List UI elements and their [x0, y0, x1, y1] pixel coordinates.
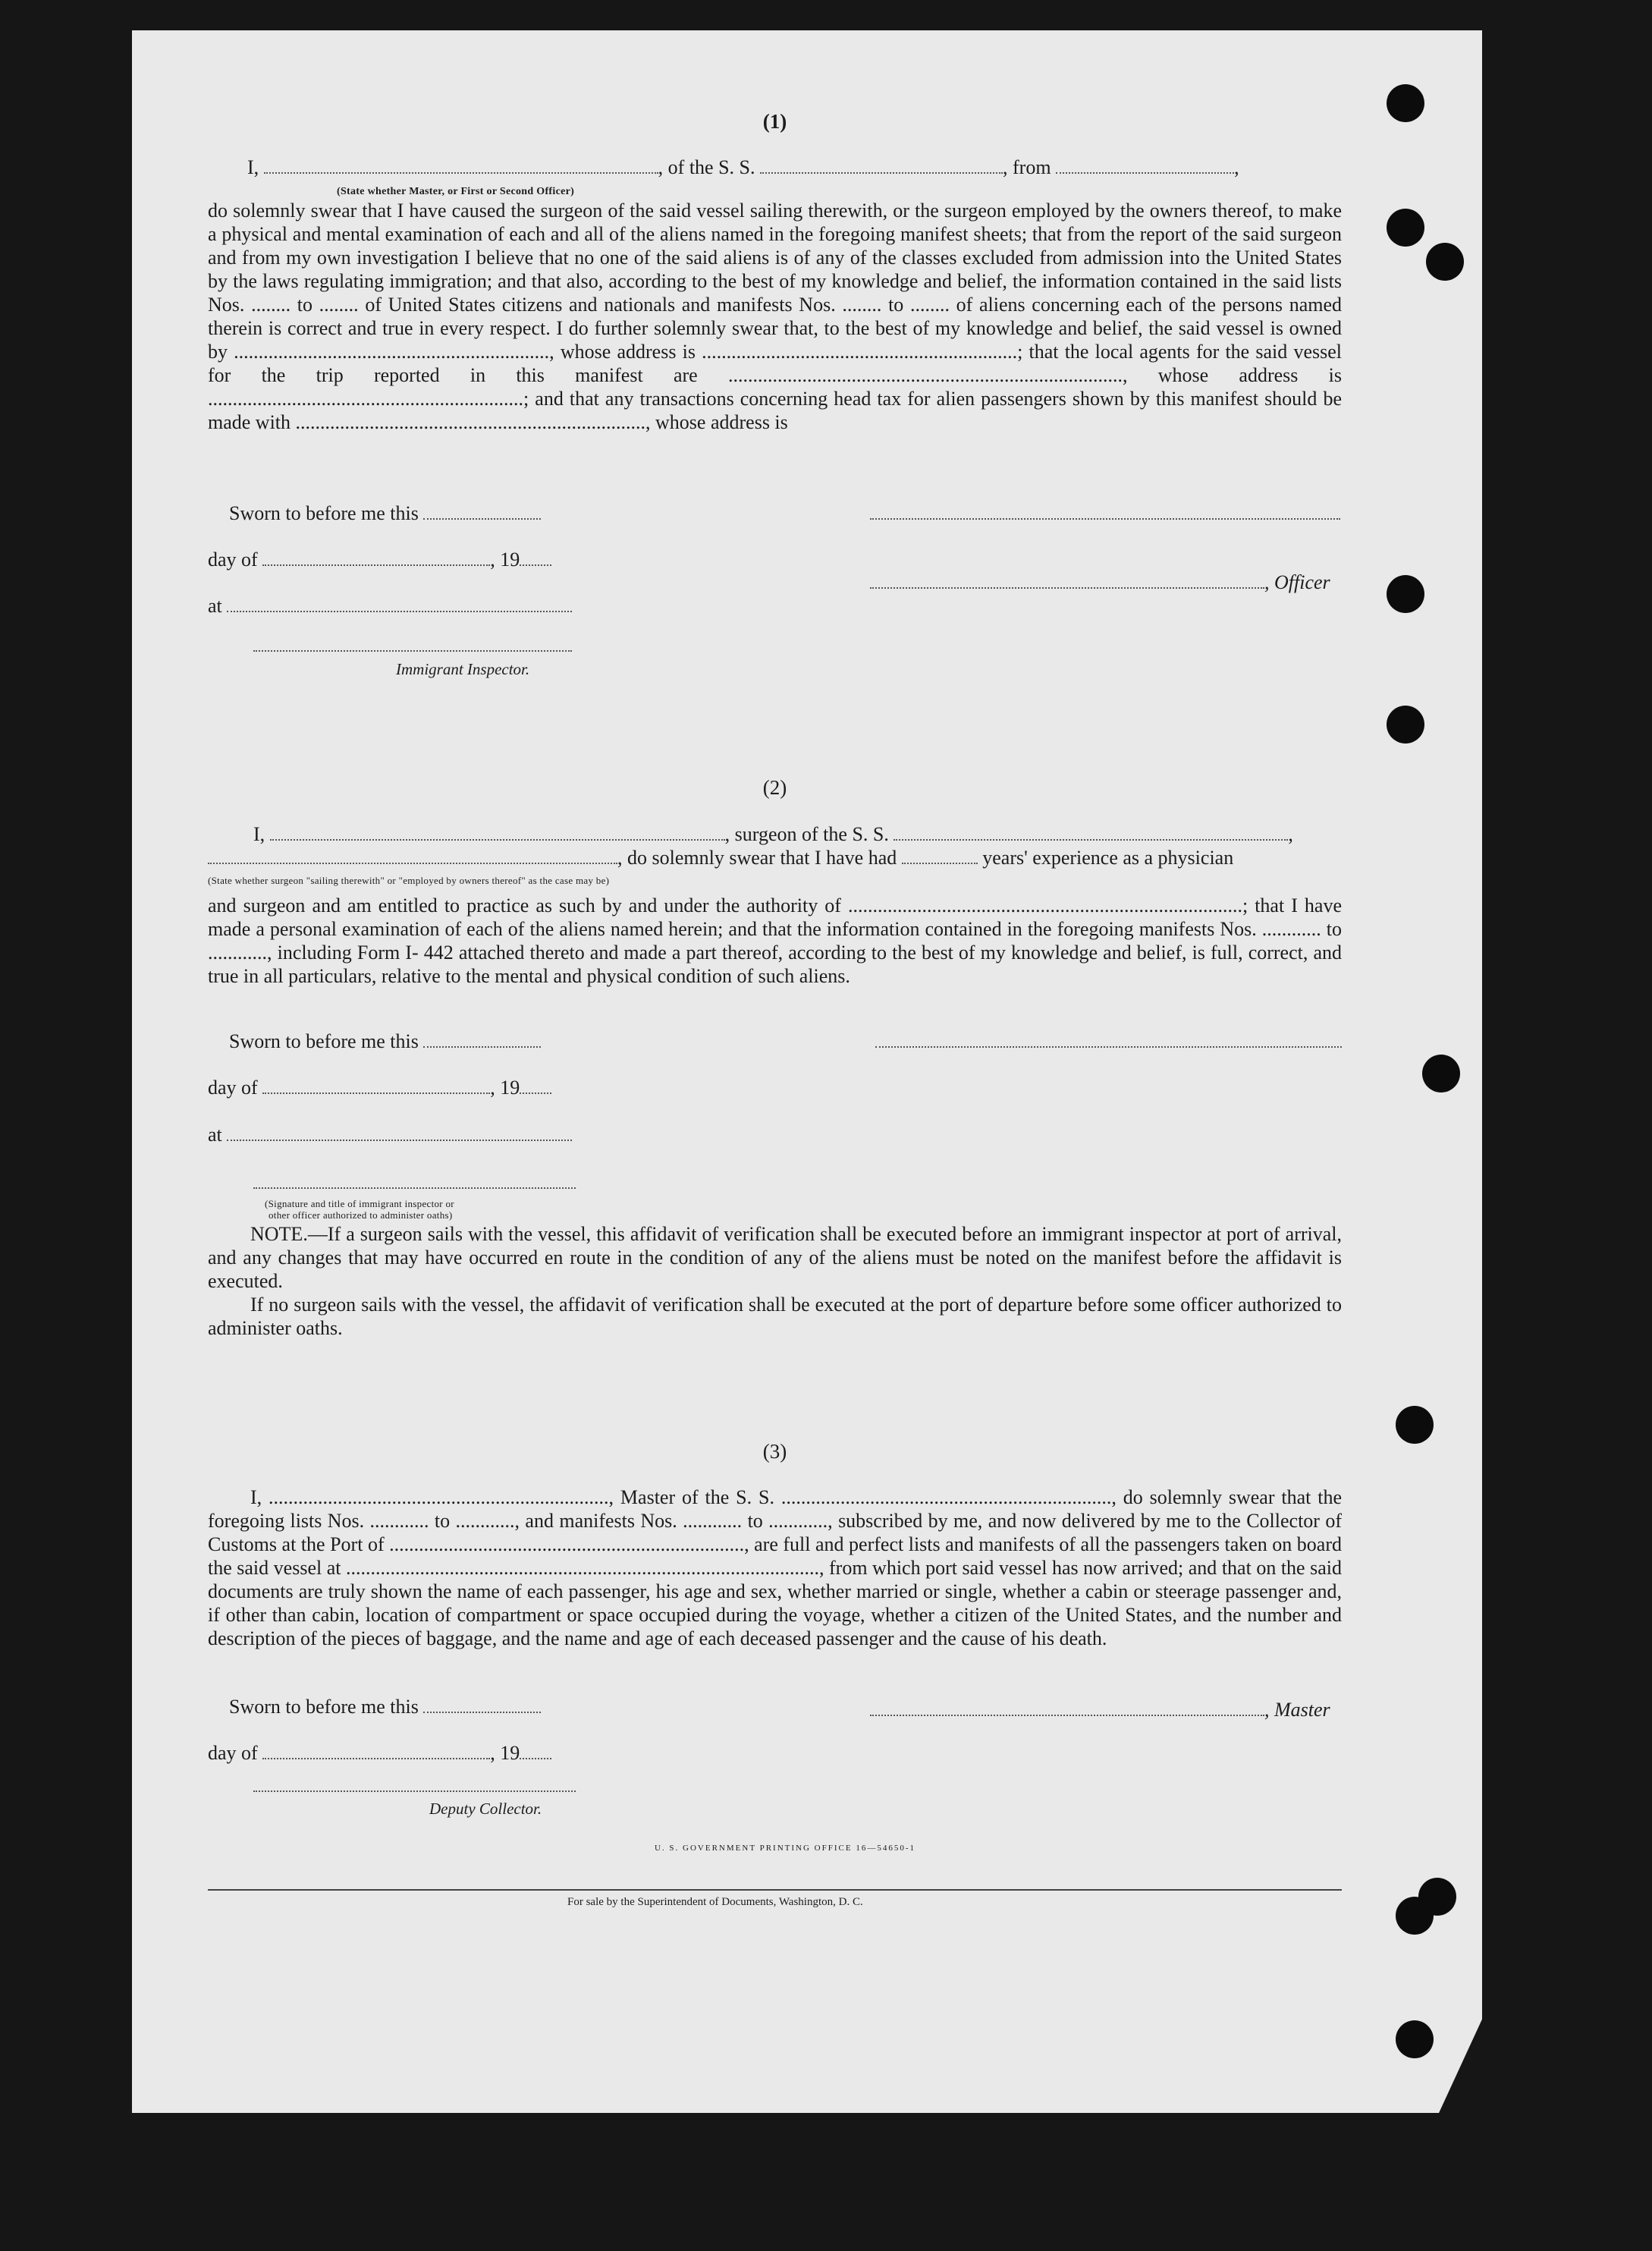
at-label: at	[208, 1124, 222, 1146]
master-signature-blank[interactable]	[870, 1699, 1264, 1716]
master-line	[870, 1698, 1330, 1721]
section-number: (1)	[762, 110, 787, 133]
section-number: (3)	[762, 1440, 787, 1463]
surgeon-status-blank[interactable]	[208, 847, 617, 864]
place-blank[interactable]	[227, 1124, 572, 1141]
from-label: , from	[1003, 156, 1051, 178]
from-port-blank[interactable]	[1056, 157, 1234, 174]
month-blank[interactable]	[262, 1743, 490, 1759]
surgeon-status-note: (State whether surgeon "sailing therewith" or "employed by owners thereof" as the case may be)	[208, 875, 610, 886]
day-of-label: day of	[208, 1742, 258, 1764]
sworn-day-blank[interactable]	[423, 1031, 541, 1048]
surgeon-oath-paragraph	[208, 894, 1342, 988]
sworn-line	[229, 1695, 541, 1718]
master-oath-paragraph	[208, 1485, 1342, 1650]
binder-hole	[1422, 1055, 1460, 1092]
master-label: , Master	[1264, 1699, 1330, 1721]
sworn-label: Sworn to before me this	[229, 502, 419, 524]
binder-hole	[1387, 575, 1424, 613]
inspector-signature-blank[interactable]	[253, 1171, 576, 1194]
officer-signature-blank[interactable]	[870, 501, 1340, 525]
printing-office-imprint: U. S. GOVERNMENT PRINTING OFFICE 16—54650-1	[654, 1844, 916, 1853]
day-of-line	[208, 548, 551, 571]
master-oath-text: I, ....................................................................., Master of the S. S. ..................................................................., do solemnly swear that the foregoing lists Nos. ............ to ............, and manifests Nos. ............ to ............, subscribed by me, and now delivered by me to the Collector of Customs at the Port of ........................................................................, are full and perfect lists and manifests of all the passengers taken on board the said vessel at ................................................................................................, from which port said vessel has now arrived; and that on the said documents are truly shown the name of each passenger, his age and sex, whether married or single, whether a cabin or steerage passenger and, if other than cabin, location of compartment or space occupied during the voyage, whether a citizen of the United States, and the number and description of the pieces of baggage, and the name and age of each deceased passenger and the cause of his death.	[208, 1486, 1342, 1649]
sworn-line	[229, 1030, 541, 1053]
day-of-line	[208, 1076, 551, 1099]
vessel-name-blank[interactable]	[894, 824, 1288, 841]
surgeon-name-blank[interactable]	[270, 824, 725, 841]
section-1	[208, 110, 1342, 687]
year-label: , 19	[490, 1077, 520, 1099]
month-blank[interactable]	[262, 1077, 490, 1094]
at-line	[208, 1123, 572, 1146]
place-blank[interactable]	[227, 596, 572, 612]
pronoun-i: I,	[247, 156, 259, 178]
signature-note-1: (Signature and title of immigrant inspector or	[265, 1198, 454, 1209]
sworn-label: Sworn to before me this	[229, 1030, 419, 1052]
years-label: years' experience as a physician	[982, 847, 1234, 869]
at-line	[208, 594, 572, 618]
footer-rule	[208, 1889, 1342, 1891]
note-2: If no surgeon sails with the vessel, the affidavit of verification shall be executed at the port of departure before some officer authorized to administer oaths.	[208, 1294, 1342, 1339]
year-blank[interactable]	[520, 1743, 551, 1759]
sworn-day-blank[interactable]	[423, 1696, 541, 1713]
officer-rank-note: (State whether Master, or First or Second Officer)	[337, 186, 575, 197]
collector-signature-blank[interactable]	[253, 1774, 576, 1797]
binder-hole	[1396, 2020, 1434, 2058]
surgeon-label: , surgeon of the S. S.	[724, 823, 889, 845]
for-sale-notice: For sale by the Superintendent of Documents, Washington, D. C.	[567, 1896, 863, 1908]
sworn-day-blank[interactable]	[423, 503, 541, 520]
note-1: NOTE.—If a surgeon sails with the vessel, this affidavit of verification shall be executed before an immigrant inspector at port of arrival, and any changes that may have occurred en route in the condition of any of the aliens must be noted on the manifest before the affidavit is executed.	[208, 1223, 1342, 1292]
binder-hole	[1396, 1406, 1434, 1444]
binder-hole	[1426, 243, 1464, 281]
officer-line	[870, 571, 1330, 594]
surgeon-signature-blank[interactable]	[875, 1030, 1342, 1053]
years-blank[interactable]	[902, 847, 978, 864]
officer-label: , Officer	[1264, 571, 1330, 593]
surgeon-line: I, , surgeon of the S. S. ,	[253, 823, 1293, 845]
binder-hole	[1387, 209, 1424, 247]
year-label: , 19	[490, 1742, 520, 1764]
day-of-label: day of	[208, 1077, 258, 1099]
at-label: at	[208, 595, 222, 617]
month-blank[interactable]	[262, 549, 490, 566]
note-paragraphs	[208, 1222, 1342, 1340]
pronoun-i: I,	[253, 823, 265, 845]
vessel-name-blank[interactable]	[760, 157, 1003, 174]
collector-label: Deputy Collector.	[429, 1800, 542, 1818]
experience-line	[208, 846, 1233, 869]
swear-label: , do solemnly swear that I have had	[617, 847, 897, 869]
inspector-signature-blank[interactable]	[253, 633, 572, 657]
section-3	[208, 1440, 1342, 1834]
section-2	[208, 776, 1342, 1353]
year-label: , 19	[490, 549, 520, 571]
oath-text: do solemnly swear that I have caused the surgeon of the said vessel sailing therewith, or the surgeon employed by the owners thereof, to make a physical and mental examination of each and all of the aliens named in the foregoing manifest sheets; that from the report of the said surgeon and from my own investigation I believe that no one of the said aliens is of any of the classes excluded from admission into the United States by the laws regulating immigration; and that also, according to the best of my knowledge and belief, the information contained in the said lists Nos. ........ to ........ of United States citizens and nationals and manifests Nos. ........ to ........ of aliens concerning each of the persons named therein is correct and true in every respect. I do further solemnly swear that, to the best of my knowledge and belief, the said vessel is owned by ................................................................, whose address is ................................................................; that the local agents for the said vessel for the trip reported in this manifest are ................................................................................, whose address is ................................................................; and that any transactions concerning head tax for alien passengers shown by this manifest should be made with ......................................................................., whose address is	[208, 200, 1342, 433]
oath-paragraph	[208, 199, 1342, 434]
binder-hole	[1396, 1897, 1434, 1935]
of-the-ss-label: , of the S. S.	[658, 156, 755, 178]
officer-blank[interactable]	[870, 572, 1264, 589]
inspector-label: Immigrant Inspector.	[396, 660, 530, 678]
year-blank[interactable]	[520, 1077, 551, 1094]
binder-hole	[1387, 706, 1424, 744]
day-of-label: day of	[208, 549, 258, 571]
master-line: I, , of the S. S. , from ,	[247, 156, 1239, 178]
year-blank[interactable]	[520, 549, 551, 566]
sworn-label: Sworn to before me this	[229, 1696, 419, 1718]
name-blank[interactable]	[264, 157, 658, 174]
day-of-line	[208, 1741, 551, 1765]
section-number: (2)	[762, 776, 787, 799]
surgeon-oath-text: and surgeon and am entitled to practice as such by and under the authority of ................................................................................; that I have made a personal examination of each of the aliens named herein; and that the information contained in the foregoing manifests Nos. ............ to ............, including Form I- 442 attached thereto and made a part thereof, according to the best of my knowledge and belief, is full, correct, and true in all particulars, relative to the mental and physical condition of such aliens.	[208, 894, 1342, 987]
signature-note-2: other officer authorized to administer oaths)	[269, 1209, 453, 1221]
binder-hole	[1387, 84, 1424, 122]
sworn-line	[229, 501, 541, 525]
